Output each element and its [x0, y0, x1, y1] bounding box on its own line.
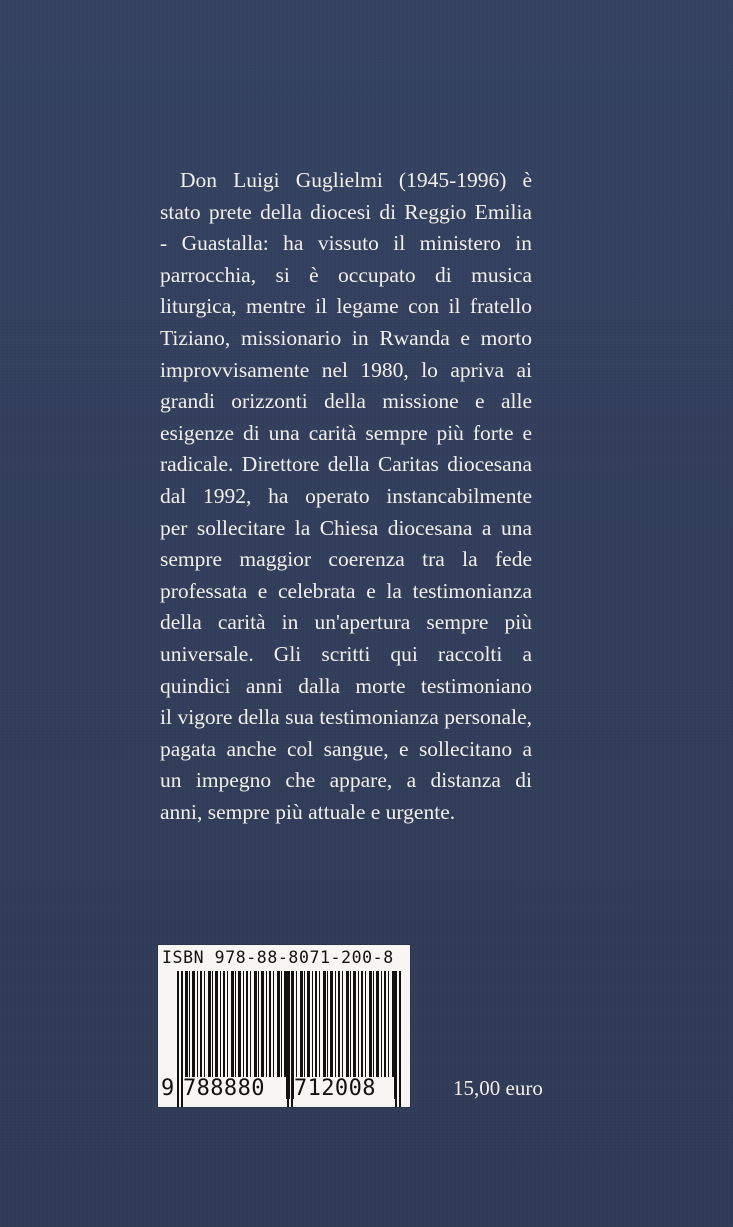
blurb-line: universale. Gli scritti qui raccolti a [160, 641, 532, 666]
blurb-line: il vigore della sua testimonianza personale, [160, 705, 532, 730]
blurb-line: per sollecitare la Chiesa diocesana a una [160, 515, 532, 540]
blurb-line: della carità in un'apertura sempre più [160, 610, 532, 635]
ean-right-digits: 712008 [294, 1076, 376, 1101]
blurb-line: stato prete della diocesi di Reggio Emilia [160, 199, 532, 224]
blurb-line: un impegno che appare, a distanza di [160, 768, 532, 793]
back-cover-blurb [160, 165, 532, 828]
blurb-line: quindici anni dalla morte testimoniano [160, 673, 532, 698]
ean-first-digit: 9 [161, 1076, 175, 1101]
blurb-line: radicale. Direttore della Caritas diocesana [160, 452, 532, 477]
blurb-line: anni, sempre più attuale e urgente. [160, 799, 456, 824]
blurb-line: improvvisamente nel 1980, lo apriva ai [160, 357, 532, 382]
blurb-line: Don Luigi Guglielmi (1945-1996) è [180, 168, 532, 192]
blurb-line: sempre maggior coerenza tra la fede [160, 547, 532, 572]
barcode-guard-center [291, 971, 293, 1107]
barcode-guard-left [177, 971, 179, 1107]
ean-left-digits: 788880 [183, 1076, 265, 1101]
blurb-line: liturgica, mentre il legame con il fratello [160, 294, 532, 319]
barcode-guard-right [399, 971, 401, 1107]
isbn-label: ISBN 978-88-8071-200-8 [162, 948, 394, 967]
isbn-barcode [157, 944, 411, 1108]
blurb-line: - Guastalla: ha vissuto il ministero in [160, 231, 532, 256]
blurb-line: dal 1992, ha operato instancabilmente [160, 483, 532, 508]
blurb-line: grandi orizzonti della missione e alle [160, 389, 532, 414]
barcode-guard-right [395, 971, 397, 1107]
blurb-line: parrocchia, si è occupato di musica [160, 262, 532, 287]
blurb-line: Tiziano, missionario in Rwanda e morto [160, 325, 532, 350]
blurb-line: esigenze di una carità sempre più forte e [160, 420, 532, 445]
blurb-line: pagata anche col sangue, e sollecitano a [160, 736, 532, 761]
barcode-guard-center [287, 971, 289, 1107]
price-label: 15,00 euro [453, 1076, 543, 1100]
blurb-line: professata e celebrata e la testimonianza [160, 578, 532, 603]
